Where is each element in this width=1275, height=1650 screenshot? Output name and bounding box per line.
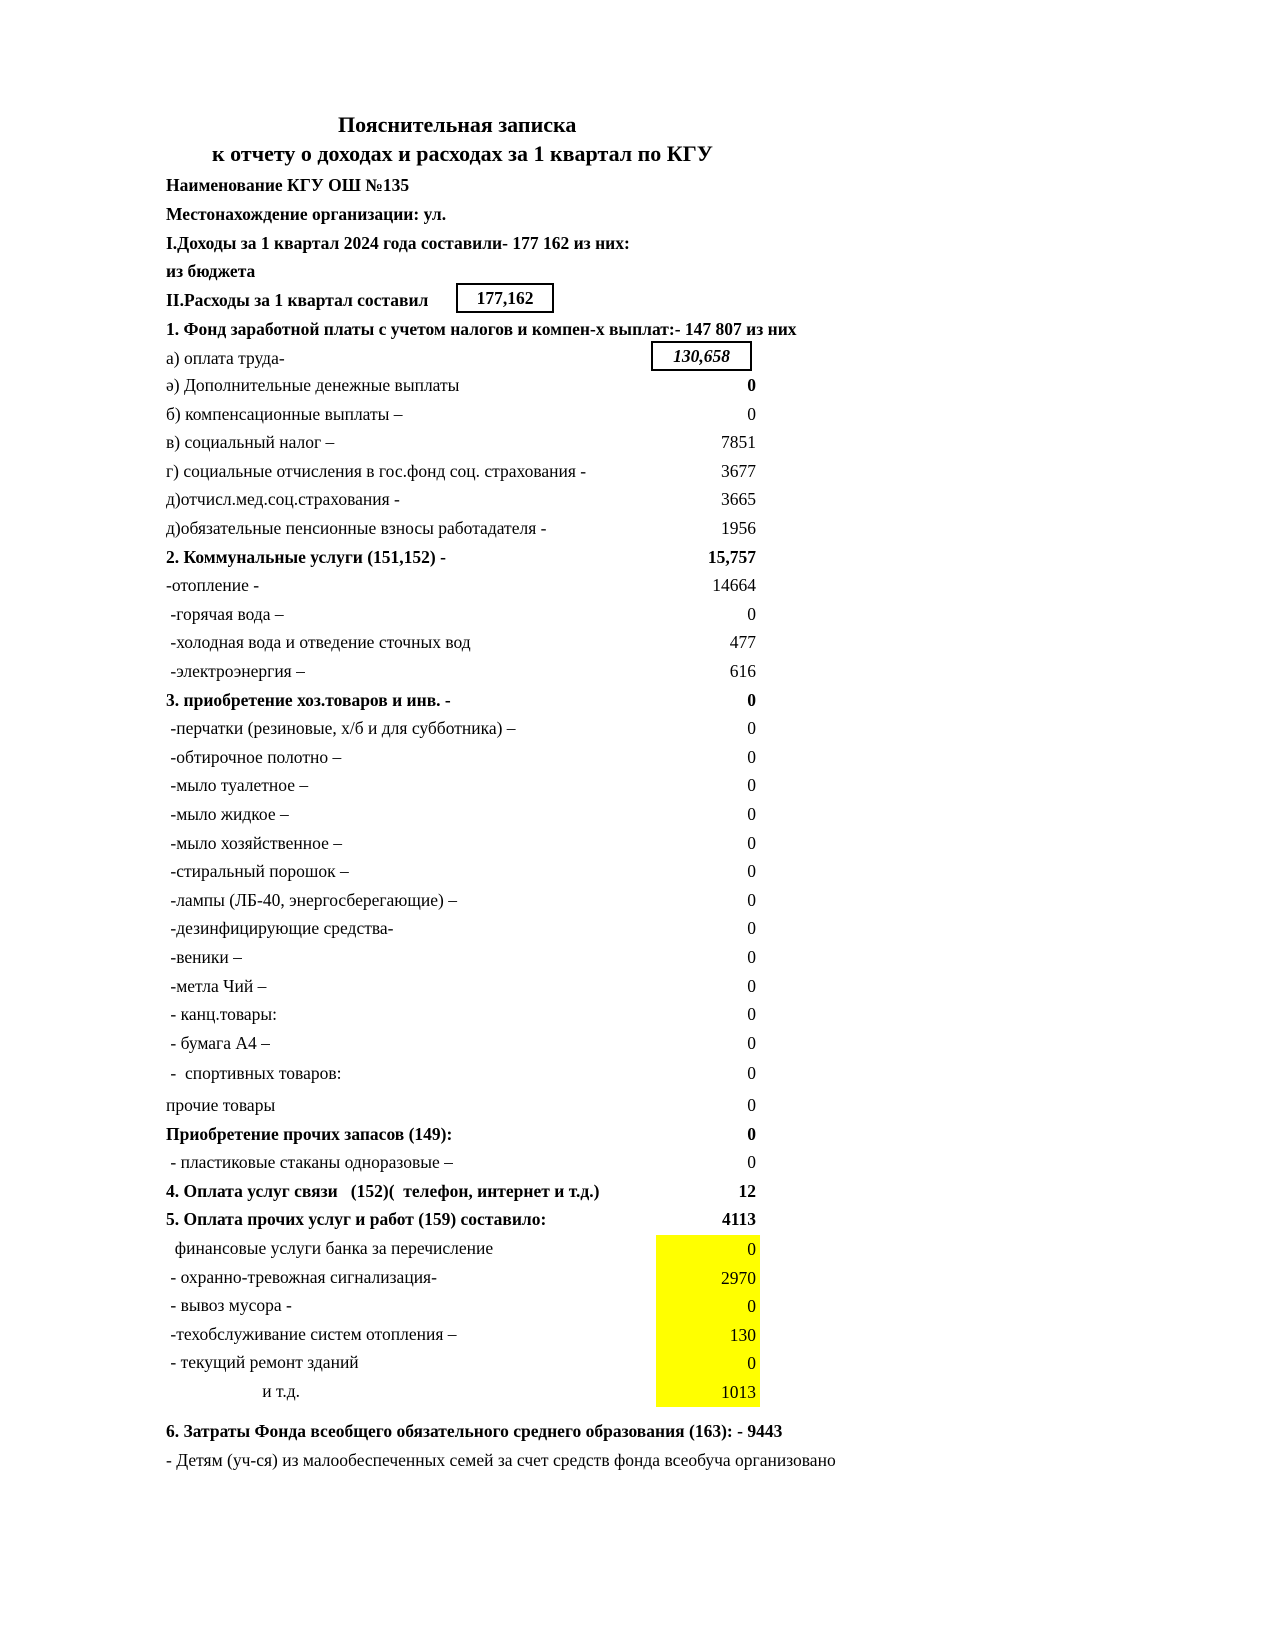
row-label: 4. Оплата услуг связи (152)( телефон, интернет и т.д.) xyxy=(166,1180,600,1201)
row-label: д)отчисл.мед.соц.страхования - xyxy=(166,489,400,510)
wage-label: а) оплата труда- xyxy=(166,348,285,368)
table-row xyxy=(166,1030,756,1056)
table-row xyxy=(166,858,756,884)
table-row xyxy=(166,1178,756,1204)
row-value: 0 xyxy=(656,1235,760,1264)
row-value: 0 xyxy=(747,832,756,853)
row-value: 0 xyxy=(747,861,756,882)
table-row xyxy=(166,401,756,427)
row-label: г) социальные отчисления в гос.фонд соц. страхования - xyxy=(166,460,587,481)
table-row xyxy=(166,1149,756,1175)
table-row xyxy=(166,887,756,913)
row-label: -горячая вода – xyxy=(166,603,284,624)
row-label: прочие товары xyxy=(166,1095,276,1115)
row-label: б) компенсационные выплаты – xyxy=(166,403,403,424)
row-label: -отопление - xyxy=(166,575,260,596)
row-value: 3665 xyxy=(721,489,756,510)
row-label: -веники – xyxy=(166,947,242,967)
section6-heading: 6. Затраты Фонда всеобщего обязательного среднего образования (163): - 9443 xyxy=(166,1421,783,1441)
row-label: -лампы (ЛБ-40, энергосберегающие) – xyxy=(166,889,457,910)
row-label: - охранно-тревожная сигнализация- xyxy=(166,1266,437,1287)
table-row xyxy=(166,1235,756,1261)
table-row xyxy=(166,1292,756,1318)
table-row xyxy=(166,515,756,541)
row-value: 2970 xyxy=(656,1264,760,1293)
row-label: в) социальный налог – xyxy=(166,432,335,453)
table-row xyxy=(166,1321,756,1347)
row-value: 1013 xyxy=(656,1378,760,1407)
income-source: из бюджета xyxy=(166,261,256,281)
table-row xyxy=(166,629,756,655)
table-row xyxy=(166,915,756,941)
row-label: -метла Чий – xyxy=(166,975,267,996)
row-value: 0 xyxy=(747,889,756,910)
table-row xyxy=(166,1349,756,1375)
row-label: ә) Дополнительные денежные выплаты xyxy=(166,375,460,395)
row-value: 12 xyxy=(738,1180,756,1201)
row-value: 4113 xyxy=(721,1209,756,1230)
row-label: - канц.товары: xyxy=(166,1004,278,1025)
row-value: 0 xyxy=(656,1349,760,1378)
row-value: 14664 xyxy=(712,575,756,596)
row-value: 0 xyxy=(747,403,756,424)
expenses-total: 177,162 xyxy=(476,288,534,308)
row-label: финансовые услуги банка за перечисление xyxy=(166,1238,494,1258)
expenses-total-box xyxy=(456,283,554,313)
document-subtitle: к отчету о доходах и расходах за 1 квартал по КГУ xyxy=(212,141,713,166)
row-label: -перчатки (резиновые, х/б и для субботника) – xyxy=(166,718,516,739)
row-value: 0 xyxy=(747,775,756,796)
table-row xyxy=(166,1060,756,1086)
row-value: 0 xyxy=(656,1292,760,1321)
row-label: -электроэнергия – xyxy=(166,661,305,681)
table-row xyxy=(166,372,756,398)
row-label: -техобслуживание систем отопления – xyxy=(166,1323,457,1344)
row-value: 477 xyxy=(729,632,756,653)
row-label: 2. Коммунальные услуги (151,152) - xyxy=(166,546,446,567)
row-label: - текущий ремонт зданий xyxy=(166,1352,359,1373)
table-row xyxy=(166,486,756,512)
row-value: 130 xyxy=(656,1321,760,1350)
row-value: 0 xyxy=(747,1032,756,1053)
row-label: и т.д. xyxy=(166,1381,300,1401)
row-value: 0 xyxy=(747,1123,756,1144)
table-row xyxy=(166,973,756,999)
row-value: 0 xyxy=(747,947,756,967)
row-value: 0 xyxy=(747,975,756,996)
row-value: 0 xyxy=(747,1095,756,1115)
table-row xyxy=(166,801,756,827)
row-value: 0 xyxy=(747,1063,756,1084)
row-label: 5. Оплата прочих услуг и работ (159) составило: xyxy=(166,1209,547,1230)
table-row xyxy=(166,1264,756,1290)
row-label: -мыло жидкое – xyxy=(166,804,289,824)
row-value: 15,757 xyxy=(707,546,756,567)
table-row xyxy=(166,601,756,627)
section6-text: - Детям (уч-ся) из малообеспеченных семей за счет средств фонда всеобуча организовано xyxy=(166,1450,836,1470)
row-value: 0 xyxy=(747,689,756,710)
table-row xyxy=(166,687,756,713)
table-row xyxy=(166,429,756,455)
table-row xyxy=(166,658,756,684)
row-value: 1956 xyxy=(721,518,756,538)
table-row xyxy=(166,1378,756,1404)
org-name: Наименование КГУ ОШ №135 xyxy=(166,175,410,195)
wage-value: 130,658 xyxy=(673,346,730,366)
row-value: 0 xyxy=(747,718,756,739)
table-row xyxy=(166,744,756,770)
row-value: 0 xyxy=(747,1004,756,1025)
table-row xyxy=(166,1092,756,1118)
row-label: -обтирочное полотно – xyxy=(166,746,342,767)
row-value: 3677 xyxy=(721,460,756,481)
expenses-label: II.Расходы за 1 квартал составил xyxy=(166,290,429,310)
row-label: -дезинфицирующие средства- xyxy=(166,918,394,939)
row-value: 0 xyxy=(747,1152,756,1173)
table-row xyxy=(166,572,756,598)
table-row xyxy=(166,458,756,484)
payroll-heading: 1. Фонд заработной платы с учетом налогов и компен-х выплат:- 147 807 из них xyxy=(166,319,797,339)
row-label: - вывоз мусора - xyxy=(166,1295,292,1316)
income-line: I.Доходы за 1 квартал 2024 года составили- 177 162 из них: xyxy=(166,233,630,253)
table-row xyxy=(166,544,756,570)
row-value: 0 xyxy=(747,375,756,395)
row-label: д)обязательные пенсионные взносы работадателя - xyxy=(166,518,547,538)
table-row xyxy=(166,830,756,856)
table-row xyxy=(166,715,756,741)
row-label: -холодная вода и отведение сточных вод xyxy=(166,632,471,653)
row-value: 0 xyxy=(747,804,756,824)
table-row xyxy=(166,772,756,798)
row-value: 616 xyxy=(729,661,756,681)
table-row xyxy=(166,944,756,970)
row-value: 0 xyxy=(747,918,756,939)
document-title: Пояснительная записка xyxy=(338,112,577,137)
row-value: 0 xyxy=(747,746,756,767)
row-label: - пластиковые стаканы одноразовые – xyxy=(166,1152,453,1173)
table-row xyxy=(166,1121,756,1147)
row-label: -мыло туалетное – xyxy=(166,775,309,796)
row-label: 3. приобретение хоз.товаров и инв. - xyxy=(166,689,451,710)
row-label: - бумага А4 – xyxy=(166,1032,270,1053)
table-row xyxy=(166,1206,756,1232)
row-label: -мыло хозяйственное – xyxy=(166,832,342,853)
wage-value-box xyxy=(651,341,752,371)
row-value: 7851 xyxy=(721,432,756,453)
row-label: Приобретение прочих запасов (149): xyxy=(166,1123,453,1144)
row-label: -стиральный порошок – xyxy=(166,861,349,882)
row-label: - спортивных товаров: xyxy=(166,1063,342,1084)
table-row xyxy=(166,1001,756,1027)
row-value: 0 xyxy=(747,603,756,624)
org-location: Местонахождение организации: ул. xyxy=(166,204,447,224)
